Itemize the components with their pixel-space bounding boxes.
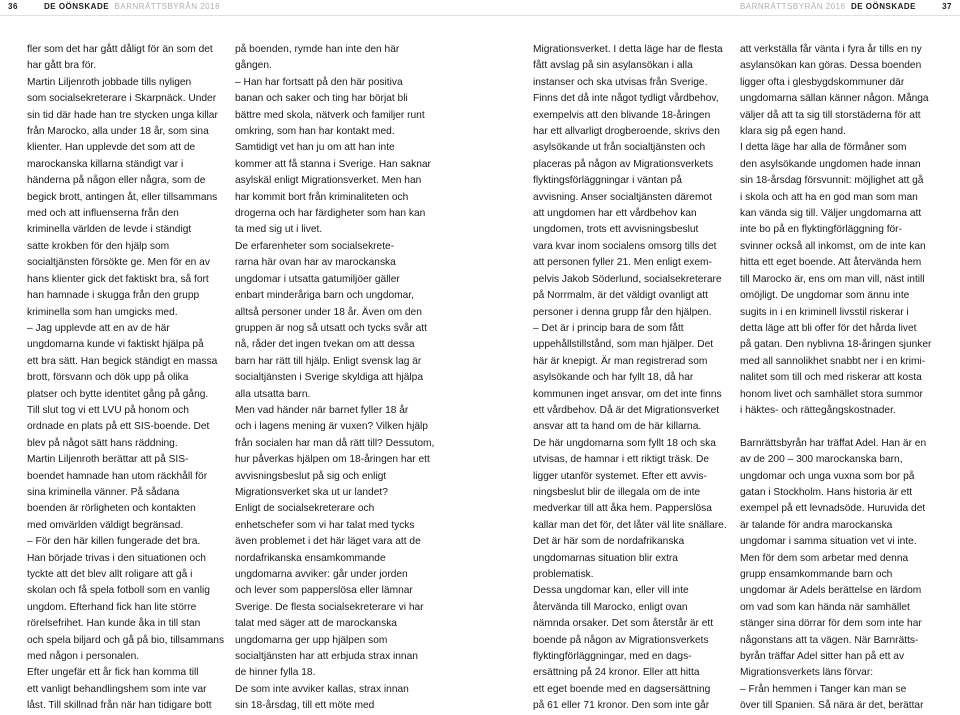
- text-line: byrån träffar Adel sitter han på ett av: [740, 651, 905, 663]
- text-line: har ett allvarligt drogberoende, skrivs den: [533, 126, 720, 138]
- text-line: vara kvar inom socialens omsorg tills det: [533, 240, 717, 252]
- text-line: Martin Liljenroth berättar att på SIS-: [27, 454, 189, 466]
- text-line: med och att influenserna från den: [27, 208, 179, 220]
- text-line: någonstans att ta vägen. När Barnrätts-: [740, 634, 919, 646]
- text-column-1: [27, 42, 225, 715]
- text-line: boendet hamnade han utom räckhåll för: [27, 470, 208, 482]
- text-line: rarna här ovan har av marockanska: [235, 257, 396, 269]
- text-line: Men vad händer när barnet fyller 18 år: [235, 404, 409, 416]
- text-line: kriminella som han umgicks med.: [27, 306, 178, 318]
- text-line: Sverige. De flesta socialsekreterare vi har: [235, 601, 424, 613]
- text-line: enhetschefer som vi har talat med tycks: [235, 519, 415, 531]
- text-line: talat med säger att de marockanska: [235, 618, 397, 630]
- text-line: enbart minderåriga barn och ungdomar,: [235, 290, 414, 302]
- header-divider: [0, 15, 960, 16]
- text-line: kallar man det för, det låter väl lite snällare.: [533, 519, 727, 531]
- text-line: stänger sina dörrar för dem som inte har: [740, 618, 922, 630]
- text-line: nämnda orsaker. Det som återstår är ett: [533, 618, 714, 630]
- text-line: han hamnade i skugga från den grupp: [27, 290, 200, 302]
- text-line: Det är här som de nordafrikanska: [533, 536, 685, 548]
- text-line: placeras på någon av Migrationsverkets: [533, 158, 714, 170]
- text-line: nå, råder det ingen tvekan om att dessa: [235, 339, 415, 351]
- text-line: sin 18-årsdag, till ett möte med: [235, 700, 375, 712]
- text-line: Samtidigt vet han ju om att han inte: [235, 142, 395, 154]
- text-line: brott, försvann och dök upp på olika: [27, 372, 189, 384]
- text-line: med någon i personalen.: [27, 651, 140, 663]
- text-line: kommunen inget ansvar, om det inte finns: [533, 388, 722, 400]
- text-line: sugits in i en kriminell livsstil riskerar i: [740, 306, 909, 318]
- text-line: grupp ensamkommande barn och: [740, 569, 893, 580]
- text-line: över till Spanien. Så nära är det, berättar: [740, 700, 924, 712]
- text-line: alltså personer under 18 år. Även om den: [235, 306, 422, 318]
- text-line: tyckte att det blev allt roligare att gå i: [27, 569, 193, 580]
- text-line: i skola och att ha en god man som man: [740, 191, 918, 203]
- text-line: den asylsökande ungdomen hade innan: [740, 158, 921, 170]
- text-line: alla utsatta barn.: [235, 388, 311, 400]
- text-line: på Norrmalm, är det väldigt ovanligt att: [533, 290, 708, 302]
- text-column-2: [235, 42, 435, 715]
- text-line: gången.: [235, 60, 272, 72]
- text-line: kommer att få stanna i Sverige. Han saknar: [235, 158, 431, 170]
- text-line: satte krokben för den hjälp som: [27, 240, 170, 252]
- text-line: ta med sig ut i livet.: [235, 224, 323, 236]
- text-line: detta läge att bli offer för det hårda livet: [740, 322, 917, 334]
- text-line: socialtjänsten har att erbjuda strax innan: [235, 651, 418, 663]
- text-line: blev på något sätt hans räddning.: [27, 437, 178, 449]
- text-line: Efter ungefär ett år fick han komma till: [27, 667, 199, 679]
- text-line: om vad som kan hända när samhället: [740, 601, 910, 613]
- text-line: ungdomar i samma situation vet vi inte.: [740, 536, 917, 548]
- text-line: skolan och få spela fotboll som en vanlig: [27, 585, 210, 597]
- text-line: boende på någon av Migrationsverkets: [533, 634, 709, 646]
- text-line: ansvar att ta hand om de här killarna.: [533, 421, 702, 433]
- text-line: barn har rätt till hjälp. Enligt svensk lag är: [235, 355, 422, 367]
- text-line: exempelvis att den blivande 18-åringen: [533, 109, 711, 121]
- text-line: Men för dem som arbetar med denna: [740, 552, 909, 564]
- text-line: fått avslag på sin asylansökan i alla: [533, 60, 693, 72]
- text-line: nalitet som till och med riskerar att kosta: [740, 372, 922, 384]
- text-line: drogerna och har färdigheter som han kan: [235, 208, 426, 220]
- text-line: ungdomarna avviker: går under jorden: [235, 569, 408, 580]
- text-line: ungdomarna ger upp hjälpen som: [235, 634, 388, 646]
- text-line: Martin Liljenroth jobbade tills nyligen: [27, 76, 192, 88]
- text-line: ungdomen, trots ett avvisningsbeslut: [533, 224, 699, 236]
- text-line: – Det är i princip bara de som fått: [533, 322, 684, 334]
- text-line: Finns det då inte något tydligt vårdbehov,: [533, 93, 719, 105]
- text-line: exempel på ett levnadsöde. Huruvida det: [740, 503, 926, 515]
- text-line: gatan i Stockholm. Hans historia är ett: [740, 486, 913, 498]
- text-line: sin tid där hade han tre stycken unga killar: [27, 109, 218, 121]
- text-line: hitta ett eget boende. Att återvända hem: [740, 257, 922, 269]
- text-line: till Marocko är, ens om man vill, näst intill: [740, 273, 925, 285]
- text-line: ungdomar är Adels berättelse en lärdom: [740, 585, 922, 597]
- text-line: asylansökan kan göras. Dessa boenden: [740, 60, 922, 72]
- text-line: nordafrikanska ensamkommande: [235, 552, 386, 564]
- text-line: avvisningsbeslut på sig och enligt: [235, 470, 387, 482]
- text-line: ett bra sätt. Han begick ständigt en massa: [27, 355, 218, 367]
- text-line: marockanska killarna ständigt var i: [27, 158, 184, 170]
- text-line: avvisning. Anser socialtjänsten däremot: [533, 191, 712, 203]
- text-line: ungdomarnas situation blir extra: [533, 552, 678, 564]
- text-line: uppehållstillstånd, som man hjälper. Det: [533, 339, 714, 351]
- text-line: ungdomar och unga vuxna som bor på: [740, 470, 915, 482]
- text-line: ett vårdbehov. Då är det Migrationsverket: [533, 404, 720, 416]
- text-line: – Jag upplevde att en av de här: [27, 322, 170, 334]
- text-column-4: [740, 42, 935, 715]
- text-line: ligger ofta i glesbygdskommuner där: [740, 76, 905, 88]
- text-line: Han började trivas i den situationen och: [27, 552, 206, 564]
- text-line: asylsökande ut från socialtjänsten och: [533, 142, 706, 154]
- text-line: flyktingsförläggningar i väntan på: [533, 175, 682, 187]
- text-line: återvända till Marocko, enligt ovan: [533, 601, 688, 613]
- right-page-number: 37: [942, 2, 952, 11]
- text-line: rörelsefrihet. Han kunde åka in till stan: [27, 618, 201, 630]
- left-running-header: [44, 2, 220, 11]
- right-running-header: [740, 2, 916, 11]
- text-line: sina kriminella vänner. På sådana: [27, 486, 180, 498]
- text-line: banan och saker och ting har börjat bli: [235, 93, 408, 105]
- text-line: fler som det har gått dåligt för än som det: [27, 44, 213, 55]
- text-line: omöjligt. De ungdomar som ännu inte: [740, 290, 910, 302]
- text-line: på 61 eller 71 kronor. Den som inte går: [533, 700, 710, 712]
- text-line: [740, 419, 935, 435]
- text-line: de hinner fylla 18.: [235, 667, 316, 679]
- text-line: att ungdomen har ett vårdbehov kan: [533, 208, 697, 220]
- text-line: pelvis Jakob Söderlund, socialsekreterare: [533, 273, 722, 285]
- text-line: Migrationsverket ska ut ur landet?: [235, 486, 388, 498]
- text-line: socialtjänsten i Sverige skyldiga att hjälpa: [235, 372, 424, 384]
- text-line: boenden är rörligheten och kontakten: [27, 503, 196, 515]
- text-line: De här ungdomarna som fyllt 18 och ska: [533, 437, 716, 449]
- text-line: med all sannolikhet snabbt ner i en krimi-: [740, 355, 926, 367]
- text-line: asylsökande och har fyllt 18, då har: [533, 372, 694, 384]
- text-line: bättre med skola, nätverk och familjer runt: [235, 109, 425, 121]
- text-line: ungdomar i utsatta gatumiljöer gäller: [235, 273, 400, 285]
- text-line: kan vända sig till. Väljer ungdomarna att: [740, 208, 922, 220]
- text-line: hur påverkas hjälpen om 18-åringen har ett: [235, 454, 430, 466]
- text-line: – Han har fortsatt på den här positiva: [235, 76, 403, 88]
- text-line: från socialen har man då rätt till? Dessutom,: [235, 437, 435, 449]
- text-line: platser och bytte identitet gång på gång.: [27, 388, 209, 400]
- text-line: Migrationsverkets läns förvar:: [740, 667, 874, 679]
- text-line: klara sig på egen hand.: [740, 126, 846, 138]
- text-line: sin 18-årsdag försvunnit: möjlighet att gå: [740, 175, 924, 187]
- text-line: De erfarenheter som socialsekrete-: [235, 240, 395, 252]
- text-line: av de 200 – 300 marockanska barn,: [740, 454, 903, 466]
- text-line: De som inte avviker kallas, strax innan: [235, 683, 409, 695]
- text-line: har kommit bort från kriminaliteten och: [235, 191, 409, 203]
- text-line: är talande för andra marockanska: [740, 519, 893, 531]
- text-line: ligger utanför systemet. Efter ett avvis-: [533, 470, 707, 482]
- text-line: flyktingförläggningar, med en dags-: [533, 651, 692, 663]
- text-line: från Marocko, alla under 18 år, som sina: [27, 126, 209, 138]
- text-line: låst. Till skillnad från när han tidigare bott: [27, 700, 212, 712]
- right-publisher: BARNRÄTTSBYRÅN 2016: [739, 2, 846, 11]
- text-line: svinner också all inkomst, om de inte kan: [740, 240, 926, 252]
- text-line: Barnrättsbyrån har träffat Adel. Han är en: [740, 437, 927, 449]
- text-line: händerna på någon eller några, som de: [27, 175, 206, 187]
- text-line: – Från hemmen i Tanger kan man se: [740, 683, 907, 695]
- text-line: asylskäl enligt Migrationsverket. Men han: [235, 175, 422, 187]
- text-line: att personen fyller 21. Men enligt exem-: [533, 257, 712, 269]
- text-line: väljer då att ta sig till storstäderna för att: [740, 109, 921, 121]
- text-line: kriminella världen de levde i ständigt: [27, 224, 192, 236]
- text-line: ett vanligt behandlingshem som inte var: [27, 683, 207, 695]
- text-line: – För den här killen fungerade det bra.: [27, 536, 201, 548]
- text-line: Migrationsverket. I detta läge har de flesta: [533, 44, 723, 55]
- text-line: socialtjänsten försökte ge. Men för en av: [27, 257, 210, 269]
- text-line: honom livet och samhället stora summor: [740, 388, 923, 400]
- text-line: ungdomarna sällan känner någon. Många: [740, 93, 929, 105]
- text-line: att verkställa får vänta i fyra år tills en ny: [740, 44, 922, 55]
- text-line: gruppen är nog så utsatt och tycks svår att: [235, 322, 427, 334]
- text-line: ungdom. Efterhand fick han lite större: [27, 601, 197, 613]
- left-page-number: 36: [8, 2, 18, 11]
- text-line: hans klienter gick det faktiskt bra, så fort: [27, 273, 209, 285]
- text-line: Till slut tog vi ett LVU på honom och: [27, 404, 189, 416]
- text-line: och spela biljard och gå på bio, tillsammans: [27, 634, 225, 646]
- text-line: ningsbeslut blir de illegala om de inte: [533, 486, 701, 498]
- right-publication-title: DE OÖNSKADE: [850, 2, 916, 11]
- text-line: har gått bra för.: [27, 60, 97, 72]
- text-line: omkring, som han har kontakt med.: [235, 126, 395, 138]
- text-line: inte bo på en flyktingförläggning för-: [740, 224, 902, 236]
- text-line: I detta läge har alla de förmåner som: [740, 142, 907, 154]
- text-line: med omvärlden väldigt begränsad.: [27, 519, 184, 531]
- text-line: och lever som papperslösa eller lämnar: [235, 585, 413, 597]
- text-line: Enligt de socialsekreterare och: [235, 503, 375, 515]
- text-column-3: [533, 42, 728, 715]
- text-line: klienter. Han upplevde det som att de: [27, 142, 196, 154]
- text-line: i häktes- och rättegångskostnader.: [740, 404, 896, 416]
- text-line: även problemet i det här läget vara att de: [235, 536, 421, 548]
- text-line: på gatan. Den nyblivna 18-åringen sjunker: [740, 339, 932, 351]
- text-line: instanser och ska utvisas från Sverige.: [533, 76, 708, 88]
- text-line: begick brott, antingen åt, eller tillsammans: [27, 191, 218, 203]
- text-line: ersättning på 24 kronor. Eller att hitta: [533, 667, 700, 679]
- left-publication-title: DE OÖNSKADE: [44, 2, 110, 11]
- text-line: här är knepigt. Är man registrerad som: [533, 355, 708, 367]
- left-publisher: BARNRÄTTSBYRÅN 2016: [114, 2, 221, 11]
- text-line: problematisk.: [533, 569, 594, 580]
- text-line: som socialsekreterare i Skarpnäck. Under: [27, 93, 217, 105]
- text-line: ett eget boende med en dagsersättning: [533, 683, 711, 695]
- text-line: personer i denna grupp får den hjälpen.: [533, 306, 712, 318]
- text-line: och i lagens mening är vuxen? Vilken hjälp: [235, 421, 428, 433]
- text-line: ordnade en plats på ett SIS-boende. Det: [27, 421, 210, 433]
- text-line: Dessa ungdomar kan, eller vill inte: [533, 585, 689, 597]
- text-line: utvisas, de hamnar i ett riktigt träsk. De: [533, 454, 710, 466]
- text-line: på boenden, rymde han inte den här: [235, 44, 400, 55]
- text-line: medverkar till att åka hem. Papperslösa: [533, 503, 712, 515]
- page-header: [0, 0, 960, 14]
- text-line: ungdomarna kunde vi faktiskt hjälpa på: [27, 339, 204, 351]
